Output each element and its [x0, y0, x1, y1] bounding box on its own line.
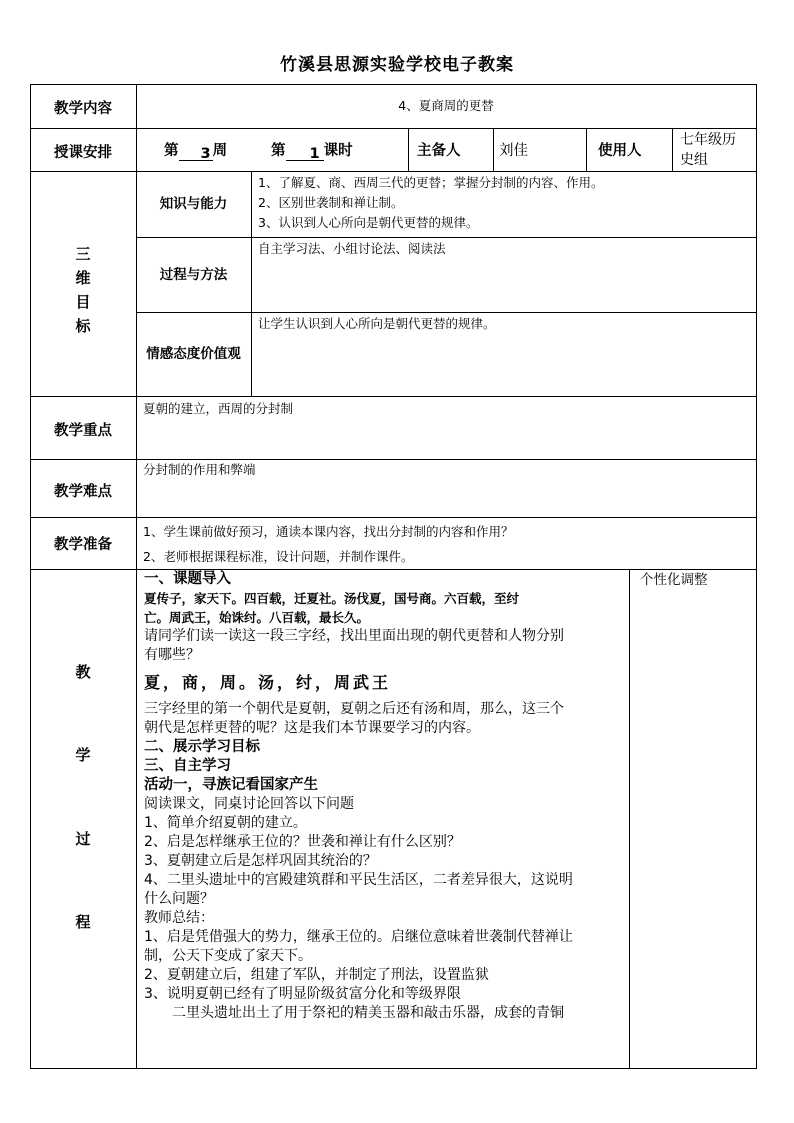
goals-char-3: 目: [75, 293, 91, 311]
process-char-4: 程: [75, 913, 91, 931]
user-label: 使用人: [598, 143, 642, 159]
grid-line: [629, 569, 630, 1069]
key-point-label: 教学重点: [54, 423, 112, 439]
preparation-label: 教学准备: [54, 537, 112, 553]
knowledge-line-1: 1、了解夏、商、西周三代的更替；掌握分封制的内容、作用。: [258, 175, 604, 190]
lesson-blank: [286, 144, 306, 161]
grid-line: [493, 128, 494, 172]
summary-item: 2、夏朝建立后，组建了军队，并制定了刑法，设置监狱: [144, 967, 489, 983]
process-method-label: 过程与方法: [159, 267, 228, 283]
content-label: 教学内容: [54, 101, 112, 117]
week-prefix: 第: [164, 143, 179, 159]
knowledge-label: 知识与能力: [159, 196, 228, 212]
week-value: 3: [200, 146, 211, 162]
lesson-suffix: 课时: [323, 143, 353, 159]
grid-line: [408, 128, 409, 172]
knowledge-line-2: 2、区别世袭制和禅让制。: [258, 195, 404, 210]
week-blank: [179, 144, 199, 161]
question-item: 4、二里头遗址中的宫殿建筑群和平民生活区，二者差异很大，这说明: [144, 872, 573, 888]
grid-line: [30, 517, 757, 518]
grid-line: [30, 459, 757, 460]
summary-item: 二里头遗址出土了用于祭祀的精美玉器和敲击乐器，成套的青铜: [172, 1005, 564, 1021]
process-char-1: 教: [75, 663, 91, 681]
main-preparer-value: 刘佳: [499, 143, 528, 159]
section-heading-self-study: 三、自主学习: [144, 758, 231, 774]
preparation-line-1: 1、学生课前做好预习，通读本课内容，找出分封制的内容和作用？: [143, 524, 514, 539]
content-value: 4、夏商周的更替: [398, 98, 494, 113]
grid-line: [30, 396, 757, 397]
poem-line-1: 夏传子，家天下。四百载，迁夏社。汤伐夏，国号商。六百载，至纣: [144, 591, 520, 606]
paragraph-line: 有哪些？: [144, 647, 200, 663]
user-value-line-1: 七年级历: [680, 132, 736, 148]
goals-char-4: 标: [75, 317, 91, 335]
grid-line: [30, 1068, 757, 1069]
grid-line: [586, 128, 587, 172]
week-suffix: 周: [212, 143, 228, 159]
grid-line: [30, 171, 757, 172]
lesson-prefix: 第: [271, 143, 286, 159]
schedule-label: 授课安排: [54, 145, 112, 161]
grid-line: [756, 84, 757, 1069]
lesson-value: 1: [306, 144, 324, 161]
emotion-label: 情感态度价值观: [146, 346, 241, 362]
document-title: 竹溪县思源实验学校电子教案: [280, 55, 514, 75]
grid-line: [136, 84, 137, 1069]
key-point-text: 夏朝的建立，西周的分封制: [143, 401, 294, 416]
question-intro: 阅读课文，同桌讨论回答以下问题: [144, 796, 354, 812]
paragraph-line: 请同学们读一读这一段三字经，找出里面出现的朝代更替和人物分别: [144, 628, 564, 644]
poem-line-2: 亡。周武王，始诛纣。八百载，最长久。: [144, 610, 370, 625]
process-method-text: 自主学习法、小组讨论法、阅读法: [258, 241, 446, 256]
grid-line: [30, 128, 757, 129]
knowledge-line-3: 3、认识到人心所向是朝代更替的规律。: [258, 215, 479, 230]
difficulty-text: 分封制的作用和弊端: [143, 462, 256, 477]
emotion-text: 让学生认识到人心所向是朝代更替的规律。: [258, 316, 496, 331]
goals-char-2: 维: [75, 269, 91, 287]
activity-heading: 活动一，寻族记看国家产生: [144, 777, 318, 793]
summary-item: 1、启是凭借强大的势力，继承王位的。启继位意味着世袭制代替禅让: [144, 929, 573, 945]
personal-adjust-label: 个性化调整: [640, 572, 708, 588]
question-item: 3、夏朝建立后是怎样巩固其统治的？: [144, 853, 377, 869]
schedule-lesson: [271, 141, 353, 161]
teaching-process-content: [144, 570, 628, 1023]
grid-line: [136, 312, 757, 313]
user-value-line-2: 史组: [680, 152, 708, 168]
section-heading-intro: 一、课题导入: [144, 571, 231, 587]
process-char-3: 过: [75, 830, 91, 848]
preparation-line-2: 2、老师根据课程标准，设计问题，并制作课件。: [143, 549, 414, 564]
summary-item: 3、说明夏朝已经有了明显阶级贫富分化和等级界限: [144, 986, 461, 1002]
question-item: 2、启是怎样继承王位的？世袭和禅让有什么区别？: [144, 834, 461, 850]
paragraph-line: 三字经里的第一个朝代是夏朝，夏朝之后还有汤和周，那么，这三个: [144, 701, 564, 717]
schedule-week: [164, 141, 227, 161]
summary-item: 制，公天下变成了家天下。: [144, 948, 312, 964]
question-item: 什么问题？: [144, 891, 214, 907]
main-preparer-label: 主备人: [417, 143, 461, 159]
question-item: 1、简单介绍夏朝的建立。: [144, 815, 307, 831]
section-heading-goals: 二、展示学习目标: [144, 739, 260, 755]
grid-line: [672, 128, 673, 172]
process-char-2: 学: [75, 746, 91, 764]
paragraph-line: 朝代是怎样更替的呢？这是我们本节课要学习的内容。: [144, 720, 480, 736]
answer-dynasties: 夏，商，周。汤，纣，周武王: [144, 673, 392, 692]
goals-char-1: 三: [75, 245, 91, 263]
grid-line: [251, 171, 252, 397]
teacher-summary-label: 教师总结：: [144, 910, 214, 926]
difficulty-label: 教学难点: [54, 484, 112, 500]
grid-line: [30, 84, 757, 85]
grid-line: [136, 237, 757, 238]
